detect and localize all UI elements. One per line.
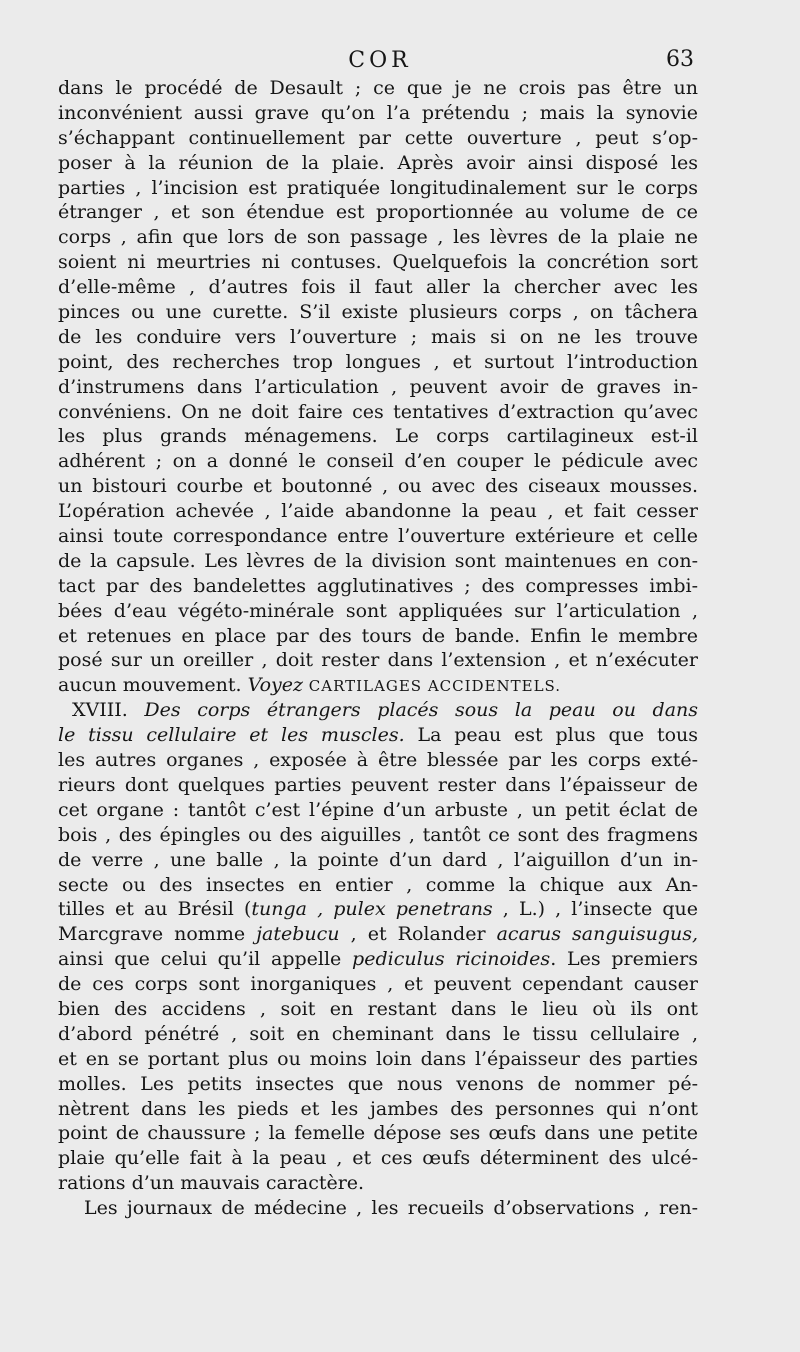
text-line: secte ou des insectes en entier , comme la chique aux An-	[58, 873, 698, 896]
text-line: bées d’eau végéto-minérale sont appliquées sur l’articulation ,	[58, 599, 698, 622]
text-line: ainsi toute correspondance entre l’ouverture extérieure et celle	[58, 525, 698, 548]
text-line: d’elle-même , d’autres fois il faut aller la chercher avec les	[58, 276, 698, 299]
text-line: de verre , une balle , la pointe d’un dard , l’aiguillon d’un in-	[58, 848, 698, 871]
text-line	[58, 922, 698, 947]
text-line: parties , l’incision est pratiquée longitudinalement sur le corps	[58, 176, 698, 199]
text-line: d’instrumens dans l’articulation , peuvent avoir de graves in-	[58, 375, 698, 398]
text-line: les autres organes , exposée à être blessée par les corps exté-	[58, 749, 698, 772]
text-line: plaie qu’elle fait à la peau , et ces œufs déterminent des ulcé-	[58, 1147, 698, 1170]
text-line: rieurs dont quelques parties peuvent rester dans l’épaisseur de	[58, 773, 698, 796]
text-line: rations d’un mauvais caractère.	[58, 1172, 365, 1195]
text-line: d’abord pénétré , soit en cheminant dans le tissu cellulaire ,	[58, 1022, 698, 1045]
text-fragment: . Les premiers	[550, 948, 698, 971]
text-line: pinces ou une curette. S’il existe plusieurs corps , on tâchera	[58, 301, 698, 324]
text-line: cet organe : tantôt c’est l’épine d’un arbuste , un petit éclat de	[58, 798, 698, 821]
latin-name: tunga , pulex penetrans	[251, 898, 493, 921]
text-fragment: ainsi que celui qu’il appelle	[58, 948, 353, 971]
text-line: bien des accidens , soit en restant dans le lieu où ils ont	[58, 997, 698, 1020]
text-line: Les journaux de médecine , les recueils d’observations , ren-	[84, 1197, 698, 1220]
latin-name: acarus sanguisugus,	[496, 923, 698, 946]
text-line: soient ni meurtries ni contuses. Quelquefois la concrétion sort	[58, 251, 698, 274]
section-title-continued: le tissu cellulaire et les muscles.	[58, 724, 405, 747]
text-line: de la capsule. Les lèvres de la division sont maintenues en con-	[58, 549, 698, 572]
text-line: étranger , et son étendue est proportionnée au volume de ce	[58, 201, 698, 224]
text-line: inconvénient aussi grave qu’on l’a prétendu ; mais la synovie	[58, 101, 698, 124]
text-line: molles. Les petits insectes que nous venons de nommer pé-	[58, 1072, 698, 1095]
text-fragment: tilles et au Brésil (	[58, 898, 252, 921]
text-line: tact par des bandelettes agglutinatives ; des compresses imbi-	[58, 574, 698, 597]
text-line: les plus grands ménagemens. Le corps cartilagineux est-il	[58, 425, 698, 448]
text-line: de ces corps sont inorganiques , et peuvent cependant causer	[58, 973, 698, 996]
text-line: bois , des épingles ou des aiguilles , tantôt ce sont des fragmens	[58, 823, 698, 846]
text-fragment: , L.) , l’insecte que	[492, 898, 698, 921]
text-line: point de chaussure ; la femelle dépose ses œufs dans une petite	[58, 1122, 698, 1145]
text-line: de les conduire vers l’ouverture ; mais si on ne les trouve	[58, 325, 698, 348]
text-line: et en se portant plus ou moins loin dans l’épaisseur des parties	[58, 1047, 698, 1070]
running-title: COR	[348, 48, 412, 73]
text-line: corps , afin que lors de son passage , les lèvres de la plaie ne	[58, 226, 698, 249]
text-line: adhérent ; on a donné le conseil d’en couper le pédicule avec	[58, 450, 698, 473]
text-line: et retenues en place par des tours de bande. Enfin le membre	[58, 624, 698, 647]
page-number: 63	[666, 47, 694, 72]
text-line: convéniens. On ne doit faire ces tentatives d’extraction qu’avec	[58, 400, 698, 423]
text-line: L’opération achevée , l’aide abandonne la peau , et fait cesser	[58, 500, 698, 523]
section-title: Des corps étrangers placés sous la peau ou dans	[144, 699, 698, 722]
text-fragment: aucun mouvement.	[58, 674, 248, 697]
latin-name: jatebucu	[256, 923, 340, 946]
text-line: nètrent dans les pieds et les jambes des personnes qui n’ont	[58, 1097, 698, 1120]
text-line: s’échappant continuellement par cette ouverture , peut s’op-	[58, 126, 698, 149]
text-line: posé sur un oreiller , doit rester dans l’extension , et n’exécuter	[58, 649, 698, 672]
running-header	[60, 45, 700, 77]
text-body	[58, 76, 698, 1221]
text-line: un bistouri courbe et boutonné , ou avec des ciseaux mousses.	[58, 475, 698, 498]
text-line	[58, 897, 698, 922]
text-fragment: La peau est plus que tous	[404, 724, 698, 747]
cross-reference: CARTILAGES ACCIDENTELS.	[303, 677, 562, 696]
text-fragment: , et Rolander	[339, 923, 497, 946]
text-line	[58, 723, 698, 748]
latin-name: pediculus ricinoides	[352, 948, 551, 971]
text-line	[58, 947, 698, 972]
text-line: point, des recherches trop longues , et surtout l’introduction	[58, 350, 698, 373]
section-heading-line	[58, 698, 698, 723]
italic-voyez: Voyez	[247, 674, 304, 697]
text-line: dans le procédé de Desault ; ce que je ne crois pas être un	[58, 77, 698, 99]
text-fragment: Marcgrave nomme	[58, 923, 257, 946]
text-line	[58, 673, 698, 698]
section-number: XVIII.	[72, 699, 145, 722]
text-line: poser à la réunion de la plaie. Après avoir ainsi disposé les	[58, 151, 698, 174]
